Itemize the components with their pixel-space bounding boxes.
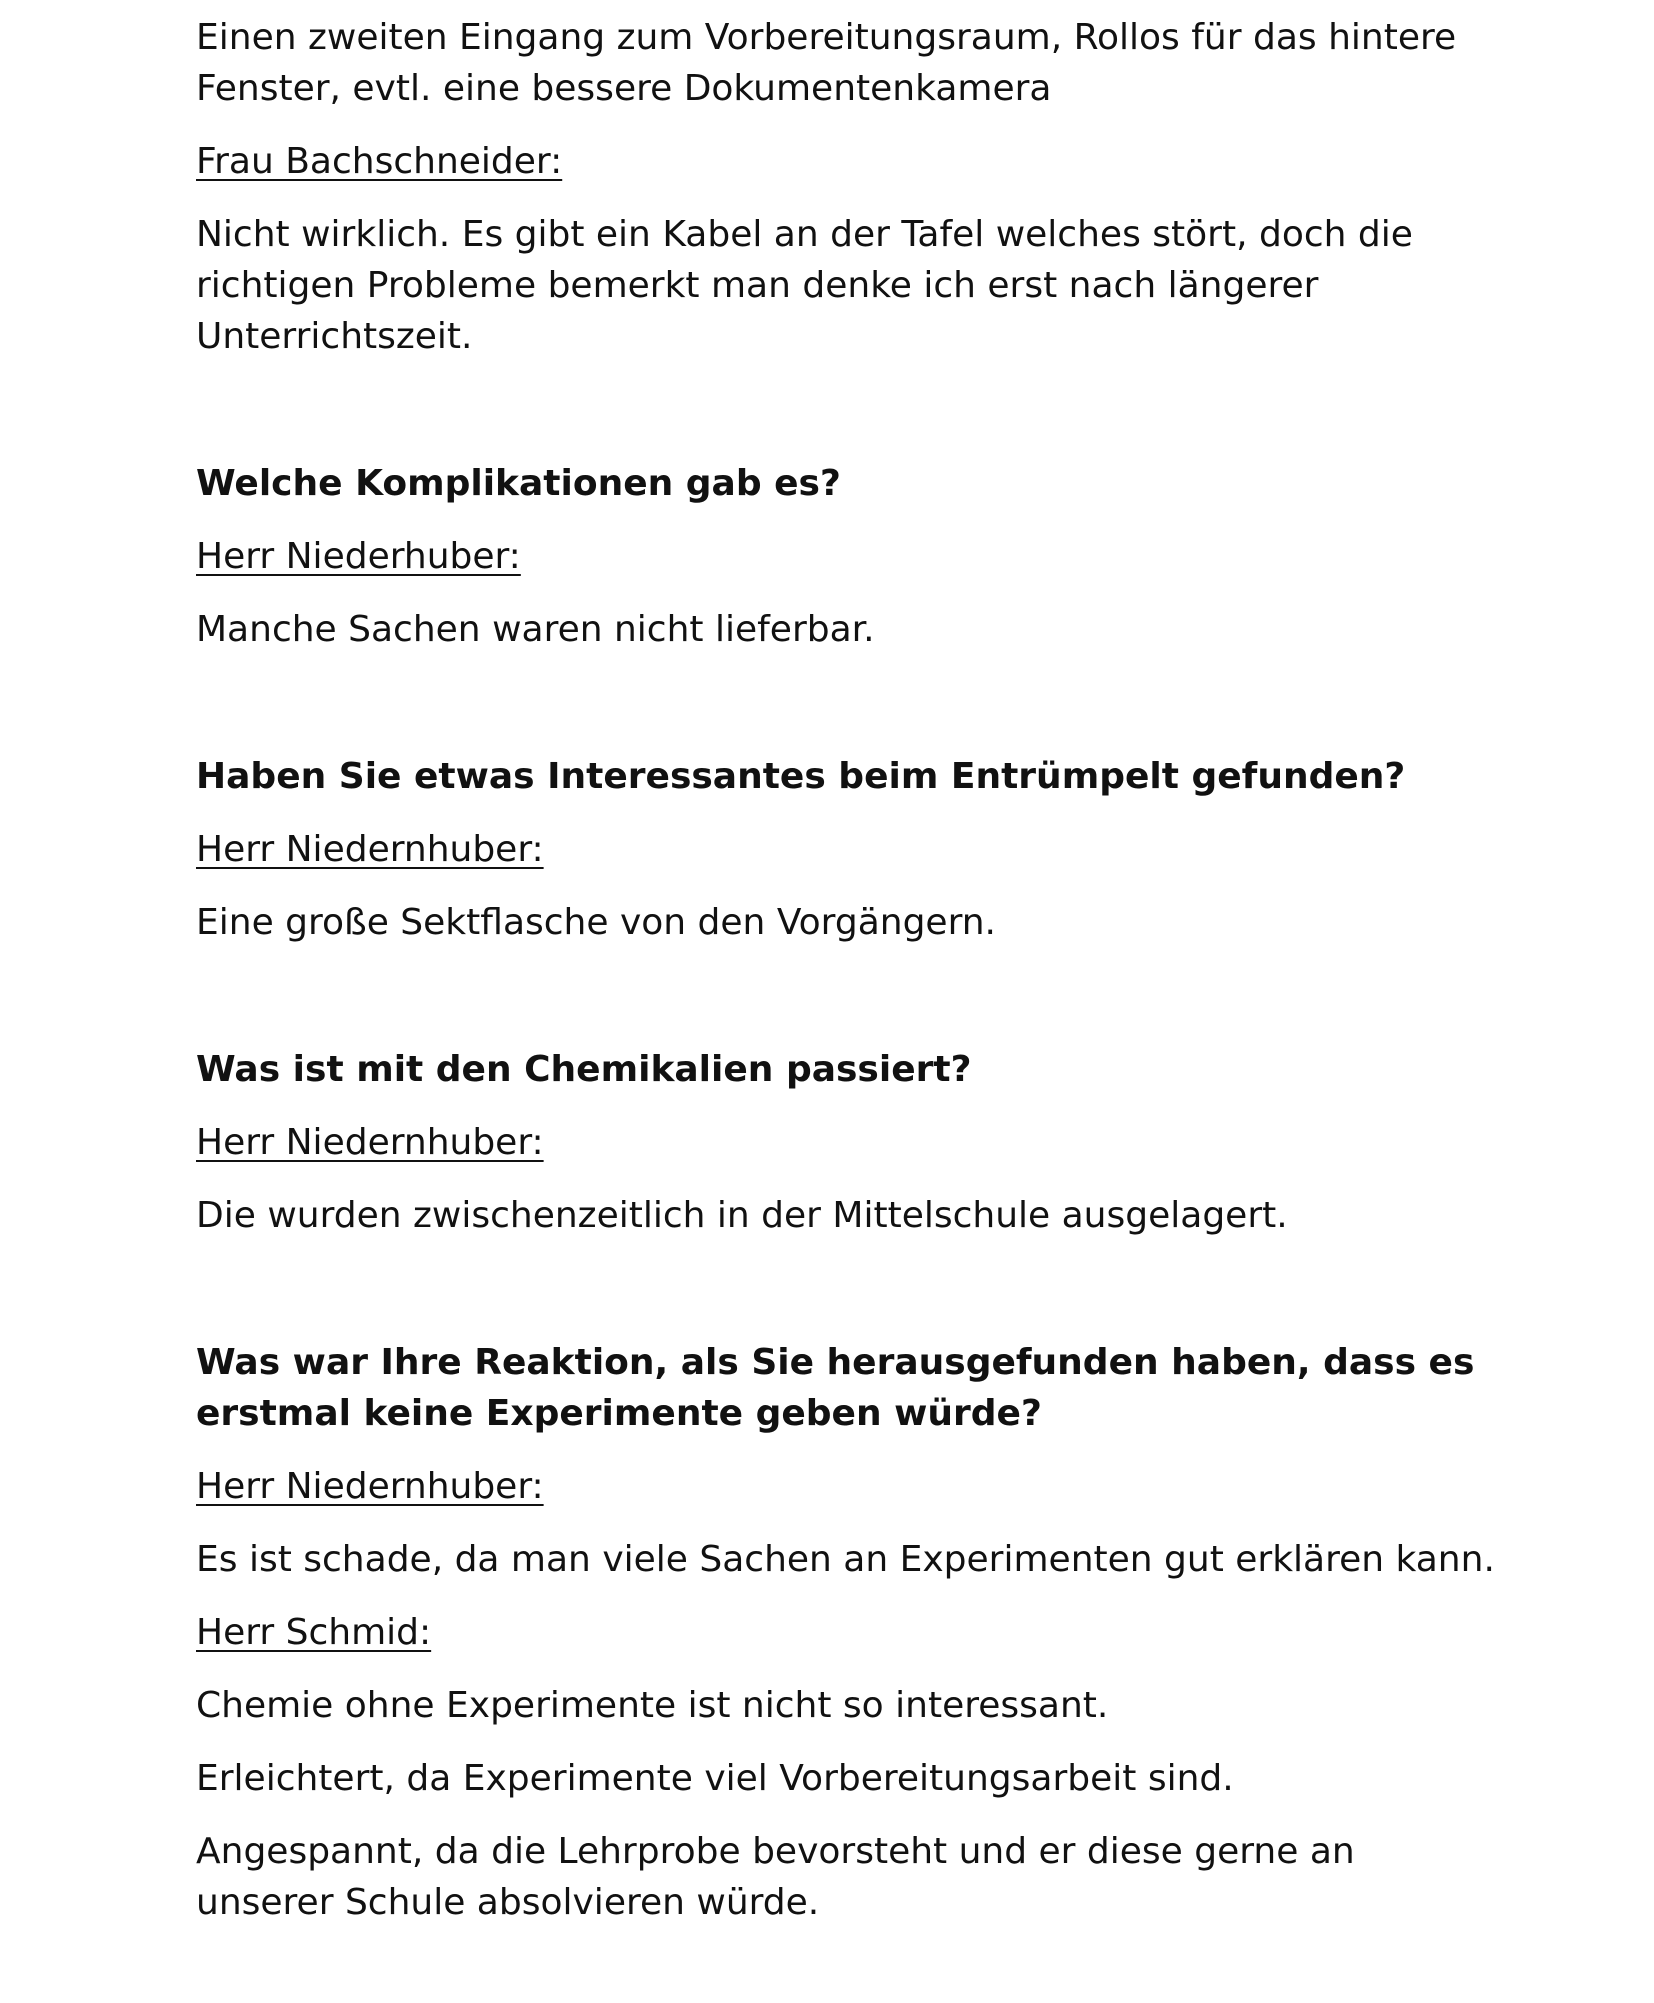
speaker-label: Frau Bachschneider: [196,141,563,182]
question-heading: Was war Ihre Reaktion, als Sie herausgefunden haben, dass es erstmal keine Experimente geben würde? [196,1342,1475,1434]
answer-text: Erleichtert, da Experimente viel Vorbereitungsarbeit sind. [196,1758,1234,1799]
document-page [196,0,1496,1928]
answer-text: Eine große Sektflasche von den Vorgängern. [196,902,996,943]
answer-text: Es ist schade, da man viele Sachen an Experimenten gut erklären kann. [196,1539,1495,1580]
question-heading: Was ist mit den Chemikalien passiert? [196,1049,972,1090]
answer-text: Manche Sachen waren nicht lieferbar. [196,609,875,650]
answer-text: Einen zweiten Eingang zum Vorbereitungsraum, Rollos für das hintere Fenster, evtl. eine bessere Dokumentenkamera [196,17,1457,109]
answer-text: Nicht wirklich. Es gibt ein Kabel an der Tafel welches stört, doch die richtigen Probleme bemerkt man denke ich erst nach längerer Unterrichtszeit. [196,214,1413,357]
question-heading: Welche Komplikationen gab es? [196,463,841,504]
answer-text: Chemie ohne Experimente ist nicht so interessant. [196,1685,1109,1726]
answer-text: Angespannt, da die Lehrprobe bevorsteht und er diese gerne an unserer Schule absolvieren würde. [196,1831,1355,1923]
speaker-label: Herr Niedernhuber: [196,1122,544,1163]
speaker-label: Herr Schmid: [196,1612,432,1653]
answer-text: Die wurden zwischenzeitlich in der Mittelschule ausgelagert. [196,1195,1288,1236]
speaker-label: Herr Niedernhuber: [196,1466,544,1507]
speaker-label: Herr Niederhuber: [196,536,521,577]
speaker-label: Herr Niedernhuber: [196,829,544,870]
question-heading: Haben Sie etwas Interessantes beim Entrümpelt gefunden? [196,756,1406,797]
